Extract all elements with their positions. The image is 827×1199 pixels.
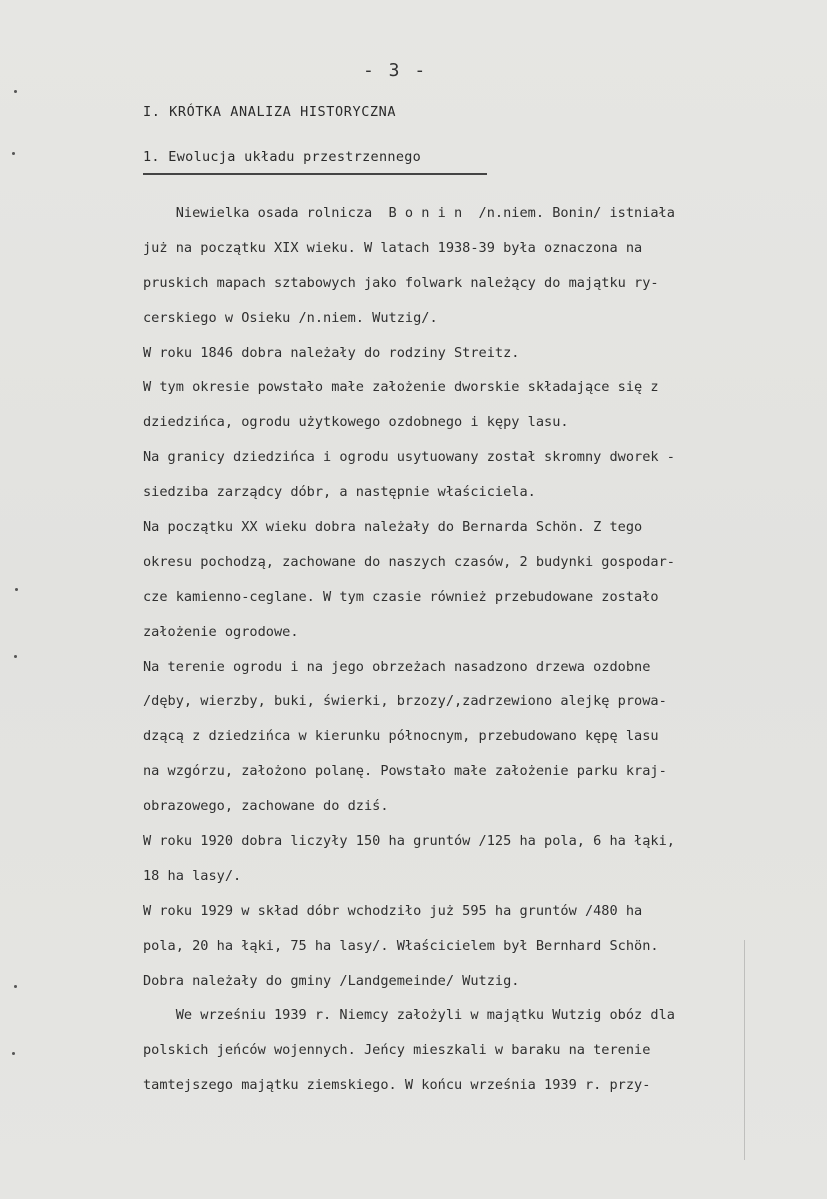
body-text — [143, 196, 818, 1103]
text-line: W tym okresie powstało małe założenie dworskie składające się z — [143, 379, 659, 396]
margin-speck — [15, 588, 18, 591]
text-line: cerskiego w Osieku /n.niem. Wutzig/. — [143, 309, 438, 326]
section-heading: I. KRÓTKA ANALIZA HISTORYCZNA — [143, 104, 397, 120]
text-line: dziedzińca, ogrodu użytkowego ozdobnego i kępy lasu. — [143, 414, 569, 431]
text-line: 18 ha lasy/. — [143, 867, 242, 884]
text-line: okresu pochodzą, zachowane do naszych czasów, 2 budynki gospodar- — [143, 553, 675, 570]
text-line: dzącą z dziedzińca w kierunku północnym, przebudowano kępę lasu — [143, 728, 659, 745]
text-line: założenie ogrodowe. — [143, 623, 299, 640]
paper-fold — [744, 940, 745, 1160]
text-line: obrazowego, zachowane do dziś. — [143, 798, 389, 815]
page-number: - 3 - — [363, 60, 428, 81]
text-line: polskich jeńców wojennych. Jeńcy mieszkali w baraku na terenie — [143, 1042, 651, 1059]
text-line: pola, 20 ha łąki, 75 ha lasy/. Właścicielem był Bernhard Schön. — [143, 937, 659, 954]
text-line: Na terenie ogrodu i na jego obrzeżach nasadzono drzewa ozdobne — [143, 658, 651, 675]
text-line: W roku 1920 dobra liczyły 150 ha gruntów /125 ha pola, 6 ha łąki, — [143, 833, 675, 850]
text-line: Dobra należały do gminy /Landgemeinde/ Wutzig. — [143, 972, 520, 989]
text-line: już na początku XIX wieku. W latach 1938-39 była oznaczona na — [143, 239, 643, 256]
margin-speck — [14, 655, 17, 658]
text-line: cze kamienno-ceglane. W tym czasie również przebudowane zostało — [143, 588, 659, 605]
text-line: na wzgórzu, założono polanę. Powstało małe założenie parku kraj- — [143, 763, 667, 780]
text-line: W roku 1929 w skład dóbr wchodziło już 595 ha gruntów /480 ha — [143, 902, 643, 919]
text-line: tamtejszego majątku ziemskiego. W końcu września 1939 r. przy- — [143, 1077, 651, 1094]
margin-speck — [12, 1052, 15, 1055]
margin-speck — [14, 90, 17, 93]
text-line: siedziba zarządcy dóbr, a następnie właściciela. — [143, 484, 536, 501]
margin-speck — [12, 152, 15, 155]
text-line: pruskich mapach sztabowych jako folwark należący do majątku ry- — [143, 274, 659, 291]
text-line: Na początku XX wieku dobra należały do Bernarda Schön. Z tego — [143, 519, 643, 536]
subsection-heading: 1. Ewolucja układu przestrzennego — [143, 149, 422, 165]
margin-speck — [14, 985, 17, 988]
heading-underline — [143, 173, 487, 175]
text-line: /dęby, wierzby, buki, świerki, brzozy/,zadrzewiono alejkę prowa- — [143, 693, 667, 710]
text-line: We wrześniu 1939 r. Niemcy założyli w majątku Wutzig obóz dla — [143, 1007, 675, 1024]
text-line: Na granicy dziedzińca i ogrodu usytuowany został skromny dworek - — [143, 449, 675, 466]
text-line: Niewielka osada rolnicza B o n i n /n.niem. Bonin/ istniała — [143, 205, 675, 221]
text-line: W roku 1846 dobra należały do rodziny Streitz. — [143, 344, 520, 361]
